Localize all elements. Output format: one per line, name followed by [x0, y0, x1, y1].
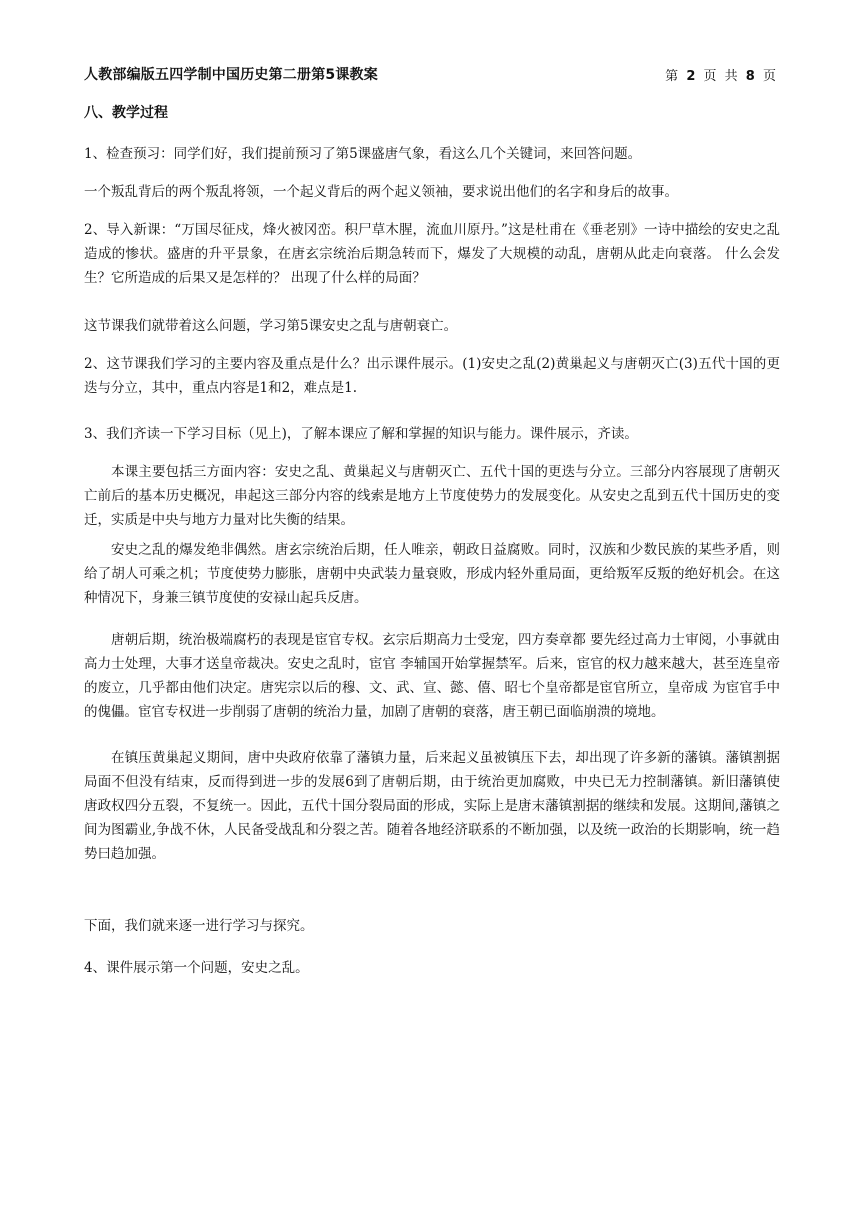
paragraph-eunuch-power: 唐朝后期，统治极端腐朽的表现是宦官专权。玄宗后期高力士受宠，四方奏章都 要先经过高力士审阅，小事就由高力士处理，大事才送皇帝裁决。安史之乱时，宦官 李辅国开始掌握禁军。后来，宦官的权力越来越大，甚至连皇帝的废立，几乎都由他们决定。唐宪宗以后的穆、文、武、宣、懿、僖、昭七个皇帝都是宦官所立，皇帝成 为宦官手中的傀儡。宦官专权进一步削弱了唐朝的统治力量，加剧了唐朝的衰落，唐王朝已面临崩溃的境地。	[84, 632, 780, 720]
paragraph-key-points: 2、这节课我们学习的主要内容及重点是什么？出示课件展示。(1)安史之乱(2)黄巢起义与唐朝灭亡(3)五代十国的更迭与分立，其中，重点内容是1和2，难点是1.	[84, 356, 780, 396]
page-number	[665, 65, 778, 84]
paragraph-next: 下面，我们就来逐一进行学习与探究。	[84, 918, 314, 934]
page-current: 2	[686, 69, 698, 84]
paragraph-question: 一个叛乱背后的两个叛乱将领，一个起义背后的两个起义领袖，要求说出他们的名字和身后的故事。	[84, 184, 678, 200]
paragraph-lesson-content: 本课主要包括三方面内容：安史之乱、黄巢起义与唐朝灭亡、五代十国的更迭与分立。三部分内容展现了唐朝灭亡前后的基本历史概况，串起这三部分内容的线索是地方上节度使势力的发展变化。从安史之乱到五代十国历史的变迁，实质是中央与地方力量对比失衡的结果。	[84, 464, 780, 528]
page-total: 8	[745, 69, 757, 84]
section-title: 八、教学过程	[84, 105, 168, 121]
page-prefix: 第	[665, 69, 681, 84]
paragraph-anshi-cause: 安史之乱的爆发绝非偶然。唐玄宗统治后期，任人唯亲，朝政日益腐败。同时，汉族和少数民族的某些矛盾，则给了胡人可乘之机；节度使势力膨胀，唐朝中央武装力量衰败，形成内轻外重局面，更给叛军反叛的绝好机会。在这种情况下，身兼三镇节度使的安禄山起兵反唐。	[84, 542, 780, 606]
page-suffix: 页	[762, 69, 778, 84]
paragraph-fanzhen: 在镇压黄巢起义期间，唐中央政府依靠了藩镇力量，后来起义虽被镇压下去，却出现了许多新的藩镇。藩镇割据局面不但没有结束，反而得到进一步的发展6到了唐朝后期，由于统治更加腐败，中央已无力控制藩镇。新旧藩镇使唐政权四分五裂，不复统一。因此，五代十国分裂局面的形成，实际上是唐末藩镇割据的继续和发展。这期间,藩镇之间为图霸业,争战不休，人民备受战乱和分裂之苦。随着各地经济联系的不断加强，以及统一政治的长期影响，统一趋势曰趋加强。	[84, 750, 780, 862]
paragraph-step-4: 4、课件展示第一个问题，安史之乱。	[84, 960, 309, 976]
paragraph-intro: 2、导入新课：“万国尽征戍，烽火被冈峦。积尸草木腥，流血川原丹。”这是杜甫在《垂老别》一诗中描绘的安史之乱造成的惨状。盛唐的升平景象，在唐玄宗统治后期急转而下，爆发了大规模的动乱，唐朝从此走向衰落。 什么会发生？它所造成的后果又是怎样的？ 出现了什么样的局面？	[84, 222, 780, 286]
page-middle: 页 共	[703, 69, 740, 84]
paragraph-objectives: 3、我们齐读一下学习目标（见上)，了解本课应了解和掌握的知识与能力。课件展示，齐读。	[84, 426, 638, 442]
paragraph-check-preview: 1、检查预习：同学们好，我们提前预习了第5课盛唐气象，看这么几个关键词，来回答问题。	[84, 146, 642, 162]
document-header-title: 人教部编版五四学制中国历史第二册第5课教案	[84, 67, 378, 83]
paragraph-lesson-topic: 这节课我们就带着这么问题，学习第5课安史之乱与唐朝衰亡。	[84, 318, 458, 334]
